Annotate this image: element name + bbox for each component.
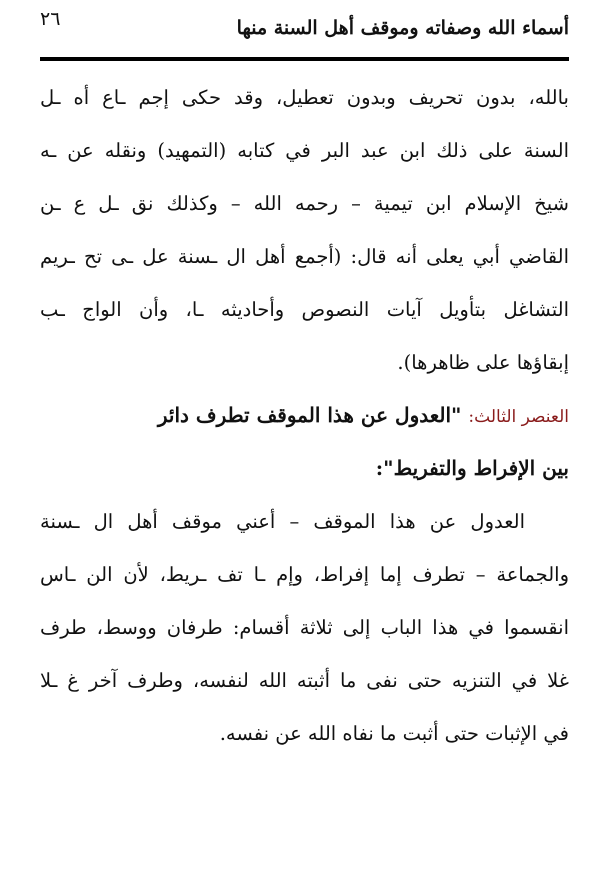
section-heading-line-1 — [40, 389, 569, 442]
section-title-part-1: "العدول عن هذا الموقف تطرف دائر — [157, 403, 462, 427]
paragraph-2 — [40, 495, 569, 760]
paragraph-1 — [40, 71, 569, 389]
text-line: في الإثبات حتى أثبت ما نفاه الله عن نفسه. — [219, 722, 569, 745]
page-number: ٢٦ — [40, 8, 61, 30]
text-line: العدول عن هذا الموقف – أعني موقف أهل ال ـسنة — [40, 510, 525, 533]
section-heading — [40, 389, 569, 495]
section-label: العنصر الثالث: — [468, 407, 569, 427]
text-line: القاضي أبي يعلى أنه قال: (أجمع أهل ال ـسنة عل ـى تح ـريم — [40, 245, 569, 268]
page-body — [40, 71, 569, 760]
text-line: شيخ الإسلام ابن تيمية – رحمه الله – وكذلك نق ـل ع ـن — [40, 192, 569, 215]
text-line: انقسموا في هذا الباب إلى ثلاثة أقسام: طرفان ووسط، طرف — [40, 616, 569, 639]
text-line: بالله، بدون تحريف وبدون تعطيل، وقد حكى إجم ـاع أه ـل — [40, 86, 569, 109]
text-line: غلا في التنزيه حتى نفى ما أثبته الله لنفسه، وطرف آخر غ ـلا — [40, 669, 569, 692]
section-title-part-2: بين الإفراط والتفريط": — [375, 456, 569, 480]
text-line: التشاغل بتأويل آيات النصوص وأحاديثه ـا، وأن الواج ـب — [40, 298, 569, 321]
running-title: أسماء الله وصفاته وموقف أهل السنة منها — [236, 17, 569, 39]
header-rule — [40, 57, 569, 61]
text-line: السنة على ذلك ابن عبد البر في كتابه (التمهيد) ونقله عن ـه — [40, 139, 569, 162]
text-line: والجماعة – تطرف إما إفراط، وإم ـا تف ـريط، لأن الن ـاس — [40, 563, 569, 586]
text-line: إبقاؤها على ظاهرها). — [397, 351, 569, 374]
